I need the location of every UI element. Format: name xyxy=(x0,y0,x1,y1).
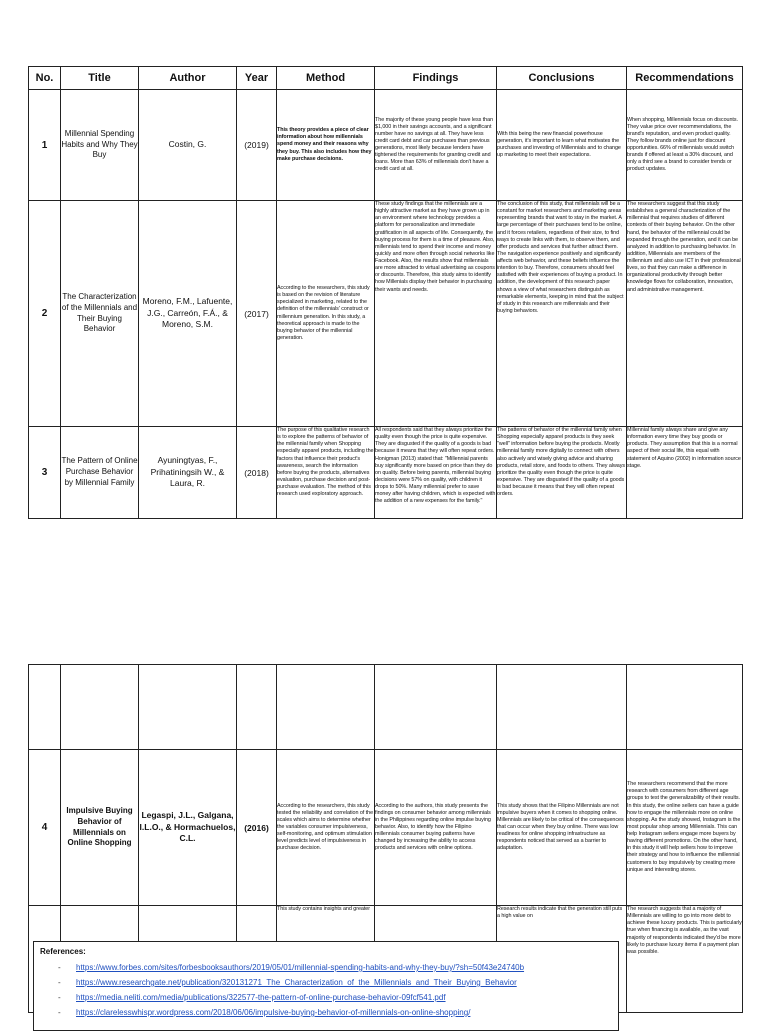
study-conclusions xyxy=(497,201,627,427)
study-recommendations xyxy=(627,90,743,201)
reference-link[interactable]: https://clarelesswhispr.wordpress.com/2018/06/06/impulsive-buying-behavior-of-millennials-on-online-shopping/ xyxy=(76,1008,471,1017)
row-number: 1 xyxy=(29,90,61,201)
table-row xyxy=(29,201,743,427)
header-findings: Findings xyxy=(375,67,497,90)
conclusions-text: Research results indicate that the generation still puts a high value on xyxy=(497,906,623,920)
study-findings xyxy=(375,750,497,906)
row-number: 4 xyxy=(29,750,61,906)
table-row xyxy=(29,90,743,201)
table-row-continued xyxy=(29,665,743,750)
list-dash: - xyxy=(58,963,61,972)
study-conclusions xyxy=(497,427,627,519)
study-findings xyxy=(375,427,497,519)
study-method xyxy=(277,201,375,427)
header-title: Title xyxy=(61,67,139,90)
study-findings-continued xyxy=(375,665,497,750)
study-method-continued xyxy=(277,665,375,750)
study-recommendations xyxy=(627,201,743,427)
row-number: 3 xyxy=(29,427,61,519)
references-heading: References: xyxy=(40,947,86,956)
study-method xyxy=(277,750,375,906)
study-author: Ayuningtyas, F., Prihatiningsih W., & Laura, R. xyxy=(139,427,237,519)
study-title: Millennial Spending Habits and Why They Buy xyxy=(61,90,139,201)
findings-text: According to the authors, this study presents the findings on consumer behavior among millennials in the Philippines regarding online impulse buying behavior. Also, to identify how the Filipino millennials consumer buying patterns have changed by increasing the ability to access products and services with online options. xyxy=(375,802,491,852)
references-box xyxy=(33,941,619,1031)
header-no: No. xyxy=(29,67,61,90)
header-conclusions: Conclusions xyxy=(497,67,627,90)
table-header-row xyxy=(29,67,743,90)
list-dash: - xyxy=(58,993,61,1002)
table-row xyxy=(29,427,743,519)
study-conclusions-continued xyxy=(497,665,627,750)
method-text: This study contains insights and greater xyxy=(277,906,370,912)
references-list xyxy=(40,960,612,1020)
study-conclusions xyxy=(497,750,627,906)
study-title: The Pattern of Online Purchase Behavior by Millennial Family xyxy=(61,427,139,519)
study-recommendations xyxy=(627,750,743,906)
method-text: This theory provides a piece of clear information about how millennials spend money and their reasons why they buy. This also includes how they make purchase decisions. xyxy=(277,127,372,162)
study-findings xyxy=(375,201,497,427)
study-author: Costin, G. xyxy=(139,90,237,201)
findings-text: These study findings that the millennials are a highly attractive market as they have grown up in an environment where technology provides a platform for personalization and immediate gratification in all aspects of life. Consequently, the buying process for them is a time of pleasure. Also, millennials tend to spend their income and money quickly and more often through social networks like Facebook. Also, the results show that millennials are more attracted to virtual advertising as coupons or discounts. Therefore, this study aims to identify how Millenials display their behavior in purchasing their wants and needs. xyxy=(375,201,495,293)
conclusions-text: This study shows that the Filipino Millennials are not impulsive buyers when it comes to shopping online. Millennials are likely to be critical of the consequences that can occur when they buy online. There was low readiness for online shopping infrastructure as respondents noticed that served as a barrier to adaptation. xyxy=(497,802,624,852)
findings-text: The majority of these young people have less than $1,000 in their savings accounts, and a significant number have no savings at all. They have less credit card debt and car purchases than previous generations, most likely because lenders have tightened the requirements for granting credit and loans. More than 63% of millennials don't have a credit card at all. xyxy=(375,116,494,173)
conclusions-text: With this being the new financial powerhouse generation, it's important to learn what motivates the purchases and investing of Millennials and to change up marketing to meet their expectations. xyxy=(497,130,621,159)
header-author: Author xyxy=(139,67,237,90)
list-dash: - xyxy=(58,978,61,987)
reference-item xyxy=(58,975,612,990)
method-text: According to the researchers, this study is based on the revision of literature specialized in marketing, related to the definition of the millennials' construct or millennium generation. In this study, a theoretical approach is made to the buying behavior of the millennial generation. xyxy=(277,285,370,341)
study-recommendations xyxy=(627,906,743,1013)
method-text: The purpose of this qualitative research is to explore the patterns of behavior of the millennial family when Shopping especially apparel products, including the factors that influence their product's awareness, search the information before buying the products, alternatives evaluation, purchase decision and post-purchase evaluation. The method of this research used exploratory approach. xyxy=(277,427,374,498)
reference-item xyxy=(58,990,612,1005)
recommendations-text: Millennial family always share and give any information every time they buy goods or products. They assumption that this is a normal aspect of their social life, this equal with statement of Aquino (2002) in information source stage. xyxy=(627,427,741,469)
recommendations-text: The researchers suggest that this study establishes a general characterization of the millennial that requires studies of different contexts of their buying behavior. On the other hand, the behavior of the millennial could be expanded through the generation, and it can be analyzed in addition to purchasing behavior. In addition, Millennials are members of the millennium and also use ICT in their professional lives, so that they can make a difference in organizational productivity through better knowledge flows for collaboration, innovation, and administrative management. xyxy=(627,201,741,293)
recommendations-text: The research suggests that a majority of Millennials are willing to go into more debt to achieve these luxury products. This is particularly true when financing is available, as the vast majority of respondents indicated they'd be more likely to purchase luxury items if a payment plan was possible. xyxy=(627,906,742,955)
study-recommendations xyxy=(627,427,743,519)
study-title: Impulsive Buying Behavior of Millennials on Online Shopping xyxy=(61,750,139,906)
study-author: Legaspi, J.L., Galgana, I.L.O., & Hormachuelos, C.L. xyxy=(139,750,237,906)
header-recommendations: Recommendations xyxy=(627,67,743,90)
study-author: Moreno, F.M., Lafuente, J.G., Carreón, F.Á., & Moreno, S.M. xyxy=(139,201,237,427)
document-page-1 xyxy=(28,66,742,519)
method-text: According to the researchers, this study tested the reliability and correlation of the scales which aims to determine whether the variables consumer impulsiveness, self-monitoring, and optimum stimulation level predicts level of impulsiveness in purchase decision. xyxy=(277,802,374,852)
literature-table xyxy=(28,66,743,519)
study-method xyxy=(277,90,375,201)
study-title-empty xyxy=(61,665,139,750)
study-author-empty xyxy=(139,665,237,750)
findings-text: All respondents said that they always prioritize the quality even though the price is quite expensive. They are disgusted if the quality of a goods is bad because it means that they will often repeat orders. Honigman (2013) stated that: "Millennial parents buy significantly more based on price than they do on quality. Before being parents, millennial buying decisions were 57% on quality, with children it drops to 50%. Many millennial prefer to save money after having children, which is expected with the addition of a new expenses for the family." xyxy=(375,427,496,505)
reference-item xyxy=(58,1005,612,1020)
list-dash: - xyxy=(58,1008,61,1017)
header-year: Year xyxy=(237,67,277,90)
row-number: 2 xyxy=(29,201,61,427)
reference-link[interactable]: https://media.neliti.com/media/publications/322577-the-pattern-of-online-purchase-behavior-09fcf541.pdf xyxy=(76,993,446,1002)
conclusions-text: The patterns of behavior of the millennial family when Shopping especially apparel products is they seek "well" information before buying the products. Mostly millennial family more digitally to connect with others also actively and wisely giving advice and sharing products, retail store, and foods to others. They always prioritize the quality even though the price is quite expensive. They are disgusted if the quality of a goods is bad because it means that they will often repeat orders. xyxy=(497,427,626,498)
study-year: (2016) xyxy=(237,750,277,906)
reference-link[interactable]: https://www.researchgate.net/publication/320131271_The_Characterization_of_the_Millennials_and_Their_Buying_Behavior xyxy=(76,978,517,987)
study-findings xyxy=(375,90,497,201)
table-row xyxy=(29,750,743,906)
study-year: (2017) xyxy=(237,201,277,427)
conclusions-text: The conclusion of this study, that millennials will be a constant for market researchers and marketing areas representing brands that want to stay in the market. A large percentage of their purchases tend to be online, and it forces retailers, regardless of their size, to find ways to create links with them, to observe them, and offer products and services that further attract them. The navigation experience positively and significantly affects web behavior, and these beliefs influence the intention to buy. Therefore, consumers should feel satisfied with their experiences of buying a product. In addition, the development of this research paper shows a view of what researchers distinguish as remarkable elements, keeping in mind that the subject of study in this research are millennials and their buying behaviors. xyxy=(497,201,624,314)
study-conclusions xyxy=(497,90,627,201)
header-method: Method xyxy=(277,67,375,90)
study-year: (2018) xyxy=(237,427,277,519)
reference-item xyxy=(58,960,612,975)
study-title: The Characterization of the Millennials and Their Buying Behavior xyxy=(61,201,139,427)
recommendations-text: When shopping, Millennials focus on discounts. They value price over recommendations, the brand's reputation, and even product quality. They follow brands online just for discount opportunities. 66% of millennials would switch brands if offered at least a 30% discount, and only a third see a brand to consider trends or product updates. xyxy=(627,116,738,173)
study-year: (2019) xyxy=(237,90,277,201)
reference-link[interactable]: https://www.forbes.com/sites/forbesbooksauthors/2019/05/01/millennial-spending-habits-and-why-they-buy/?sh=50f43e24740b xyxy=(76,963,525,972)
row-number-empty xyxy=(29,665,61,750)
recommendations-text: The researchers recommend that the more research with consumers from different age groups to test the generalizability of their results. In this study, the online sellers can have a guide how to engage the millennials more on online shopping. As the study showed, Instagram is the most popular shop among Millennials. This can help Instagram sellers engage more buyers by having different promotions. On the other hand, in this study it will help sellers how to improve their strategy and how to influence the millennial customers to buy impulsively by creating more unique and interesting stores. xyxy=(627,781,741,873)
study-method xyxy=(277,427,375,519)
study-recommendations-empty xyxy=(627,665,743,750)
study-year-empty xyxy=(237,665,277,750)
